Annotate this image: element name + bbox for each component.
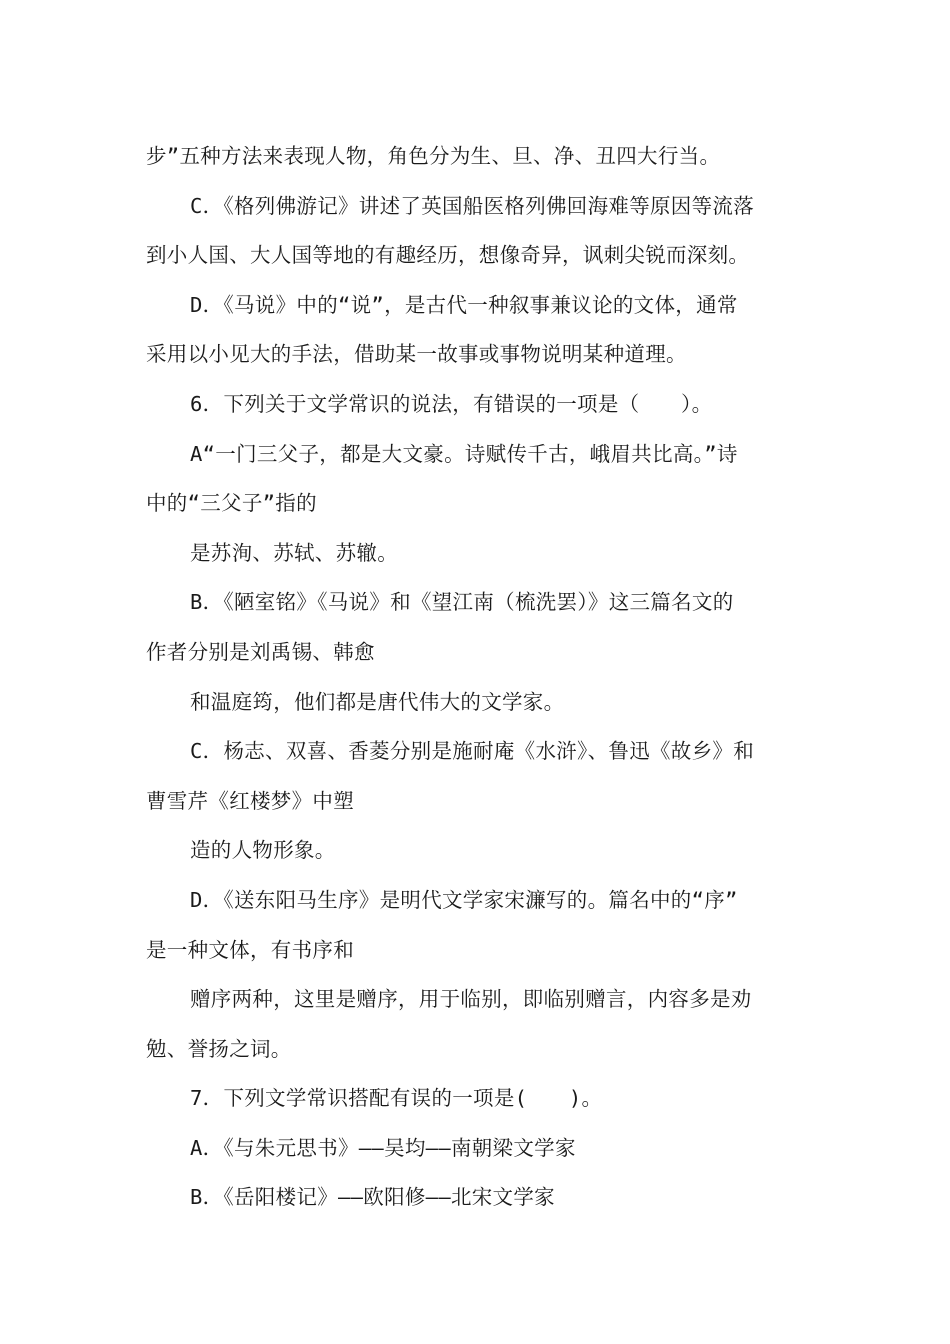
- document-body: [146, 132, 808, 1223]
- option-b-line: B．《陋室铭》《马说》和《望江南（梳洗罢）》这三篇名文的: [190, 590, 734, 615]
- text-line: 中的“三父子”指的: [146, 491, 317, 516]
- text-line: 是苏洵、苏轼、苏辙。: [190, 540, 398, 565]
- question-6: 6．下列关于文学常识的说法，有错误的一项是（ ）。: [190, 391, 713, 416]
- question-7: 7．下列文学常识搭配有误的一项是( )。: [190, 1086, 603, 1111]
- option-b-line: B．《岳阳楼记》——欧阳修——北宋文学家: [190, 1185, 555, 1210]
- text-line: 勉、誉扬之词。: [146, 1036, 292, 1061]
- text-line: 曹雪芹《红楼梦》中塑: [146, 788, 354, 813]
- option-a-line: A“一门三父子，都是大文豪。诗赋传千古，峨眉共比高。”诗: [190, 441, 738, 466]
- option-d-line: D．《送东阳马生序》是明代文学家宋濂写的。篇名中的“序”: [190, 887, 738, 912]
- text-line: 步”五种方法来表现人物，角色分为生、旦、净、丑四大行当。: [146, 144, 721, 168]
- text-line: 造的人物形象。: [190, 838, 336, 863]
- option-d-line: D．《马说》中的“说”，是古代一种叙事兼议论的文体，通常: [190, 292, 738, 317]
- option-c-line: C．《格列佛游记》讲述了英国船医格列佛回海难等原因等流落: [190, 193, 754, 218]
- text-line: 是一种文体，有书序和: [146, 937, 354, 962]
- text-line: 到小人国、大人国等地的有趣经历，想像奇异，讽刺尖锐而深刻。: [146, 243, 750, 268]
- option-c-line: C．杨志、双喜、香菱分别是施耐庵《水浒》、鲁迅《故乡》和: [190, 739, 754, 764]
- text-line: 作者分别是刘禹锡、韩愈: [146, 639, 375, 664]
- option-a-line: A．《与朱元思书》——吴均——南朝梁文学家: [190, 1135, 576, 1160]
- text-line: 和温庭筠，他们都是唐代伟大的文学家。: [190, 689, 565, 714]
- text-line: 赠序两种，这里是赠序，用于临别，即临别赠言，内容多是劝: [190, 987, 752, 1012]
- text-line: 采用以小见大的手法，借助某一故事或事物说明某种道理。: [146, 342, 687, 367]
